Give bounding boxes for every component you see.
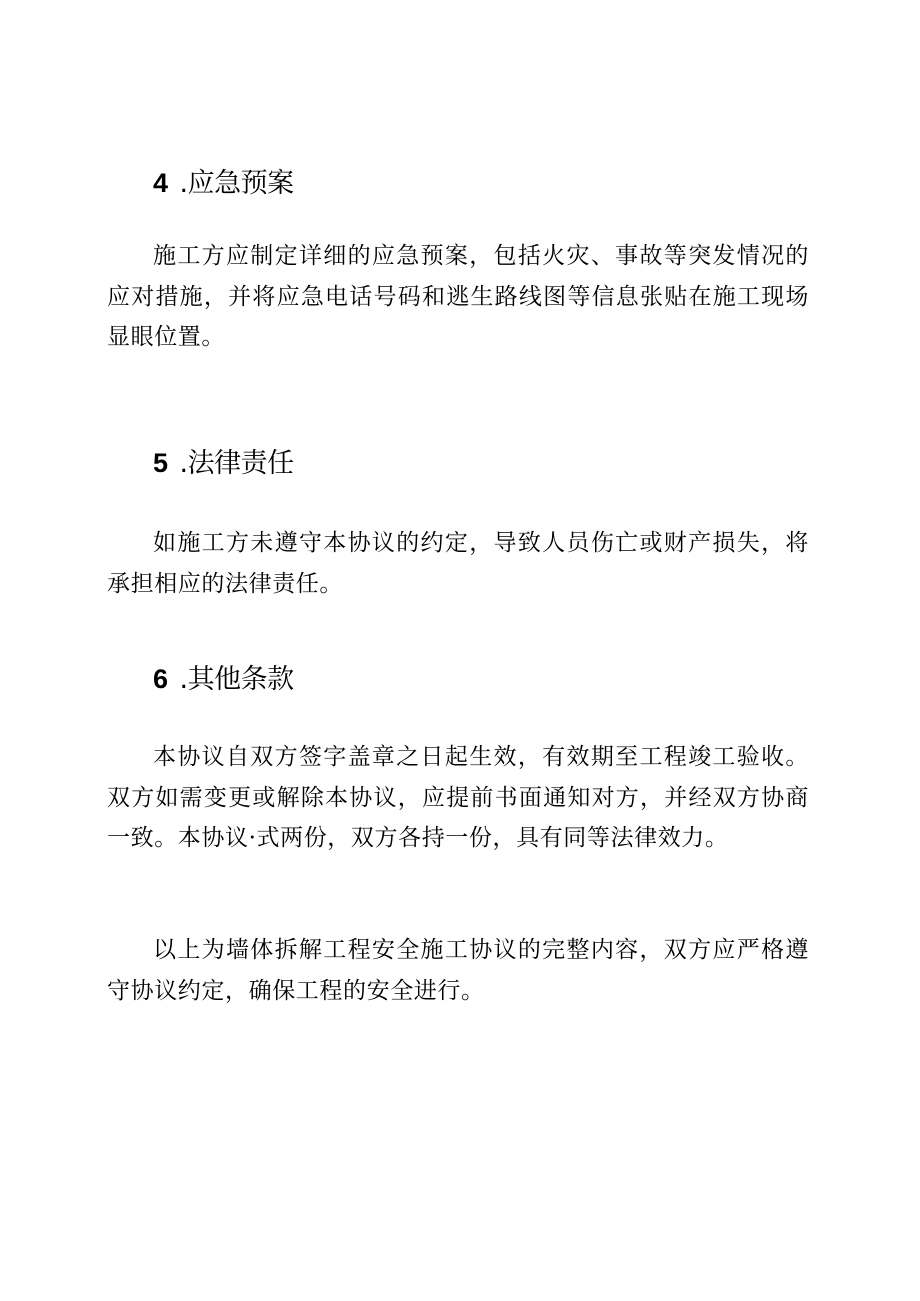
section-heading-5	[153, 446, 294, 481]
section-number: 6	[153, 664, 168, 694]
section-number: 4	[153, 168, 168, 198]
section-body-4: 施工方应制定详细的应急预案，包括火灾、事故等突发情况的应对措施，并将应急电话号码和逃生路线图等信息张贴在施工现场显眼位置。	[107, 243, 809, 350]
section-title: .法律责任	[179, 448, 294, 479]
section-heading-4	[153, 166, 294, 201]
section-body-6: 本协议自双方签字盖章之日起生效，有效期至工程竣工验收。双方如需变更或解除本协议，应提前书面通知对方，并经双方协商一致。本协议·式两份，双方各持一份，具有同等法律效力。	[107, 744, 809, 851]
section-number: 5	[153, 448, 168, 478]
closing-paragraph: 以上为墙体拆解工程安全施工协议的完整内容，双方应严格遵守协议约定，确保工程的安全进行。	[107, 937, 809, 1004]
section-body-5: 如施工方未遵守本协议的约定，导致人员伤亡或财产损失，将承担相应的法律责任。	[107, 530, 809, 597]
section-title: .其他条款	[179, 664, 294, 695]
section-title: .应急预案	[179, 168, 294, 199]
section-heading-6	[153, 662, 294, 697]
